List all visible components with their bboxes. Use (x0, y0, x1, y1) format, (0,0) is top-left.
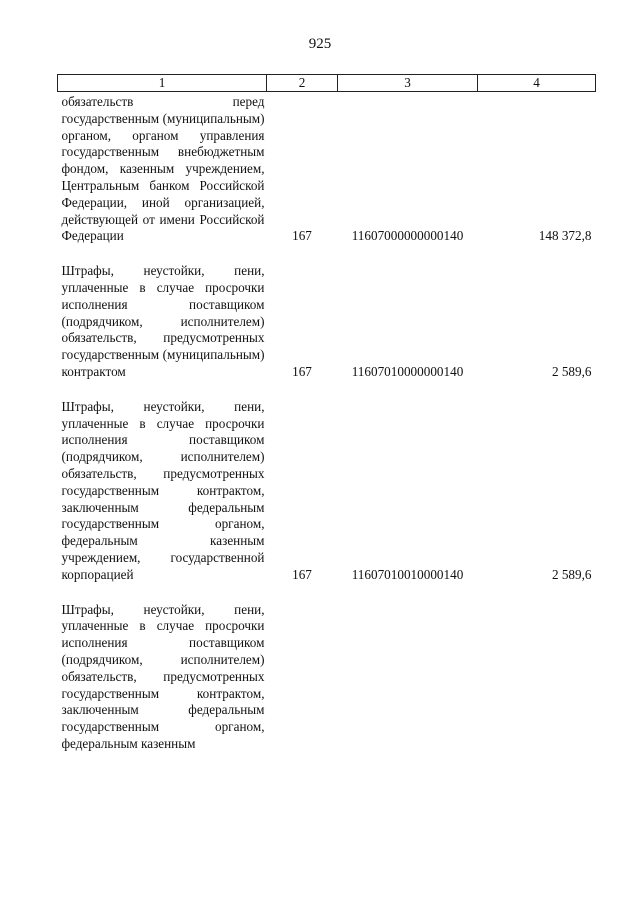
row-amount: 2 589,6 (551, 566, 592, 582)
table-row (58, 92, 596, 246)
row-admin-code: 167 (292, 363, 312, 379)
table-row (58, 399, 596, 584)
row-budget-code (338, 602, 478, 753)
table-row (58, 263, 596, 381)
row-description: Штрафы, неустойки, пени, уплаченные в случае просрочки исполнения поставщиком (подрядчиком, исполнителем) обязательств, предусмотренных государственным контрактом, заключенным федеральным государственным органом, федеральным казенным учреждением, государственной корпорацией (61, 398, 265, 582)
row-amount (478, 602, 596, 753)
row-description: обязательств перед государственным (муниципальным) органом, органом управления государственным внебюджетным фондом, казенным учреждением, Центральным банком Российской Федерации, иной организацией, действующей от имени Российской Федерации (61, 94, 265, 244)
header-row (58, 75, 596, 92)
table-row (58, 602, 596, 753)
page-number: 925 (308, 36, 332, 52)
row-budget-code: 11607010010000140 (351, 566, 464, 582)
row-budget-code: 11607010000000140 (351, 363, 464, 379)
row-amount: 2 589,6 (551, 363, 592, 379)
row-admin-code: 167 (292, 566, 312, 582)
row-admin-code: 167 (292, 228, 312, 244)
row-description: Штрафы, неустойки, пени, уплаченные в случае просрочки исполнения поставщиком (подрядчиком, исполнителем) обязательств, предусмотренных государственным контрактом, заключенным федеральным государственным органом, федеральным казенным (61, 601, 265, 751)
header-col-3: 3 (338, 75, 478, 92)
header-col-1: 1 (58, 75, 267, 92)
budget-table (57, 74, 596, 753)
row-budget-code: 11607000000000140 (351, 228, 464, 244)
header-col-2: 2 (267, 75, 338, 92)
row-description: Штрафы, неустойки, пени, уплаченные в случае просрочки исполнения поставщиком (подрядчиком, исполнителем) обязательств, предусмотренных государственным (муниципальным) контрактом (61, 263, 265, 379)
header-col-4: 4 (478, 75, 596, 92)
row-admin-code (267, 602, 338, 753)
row-amount: 148 372,8 (538, 228, 592, 244)
